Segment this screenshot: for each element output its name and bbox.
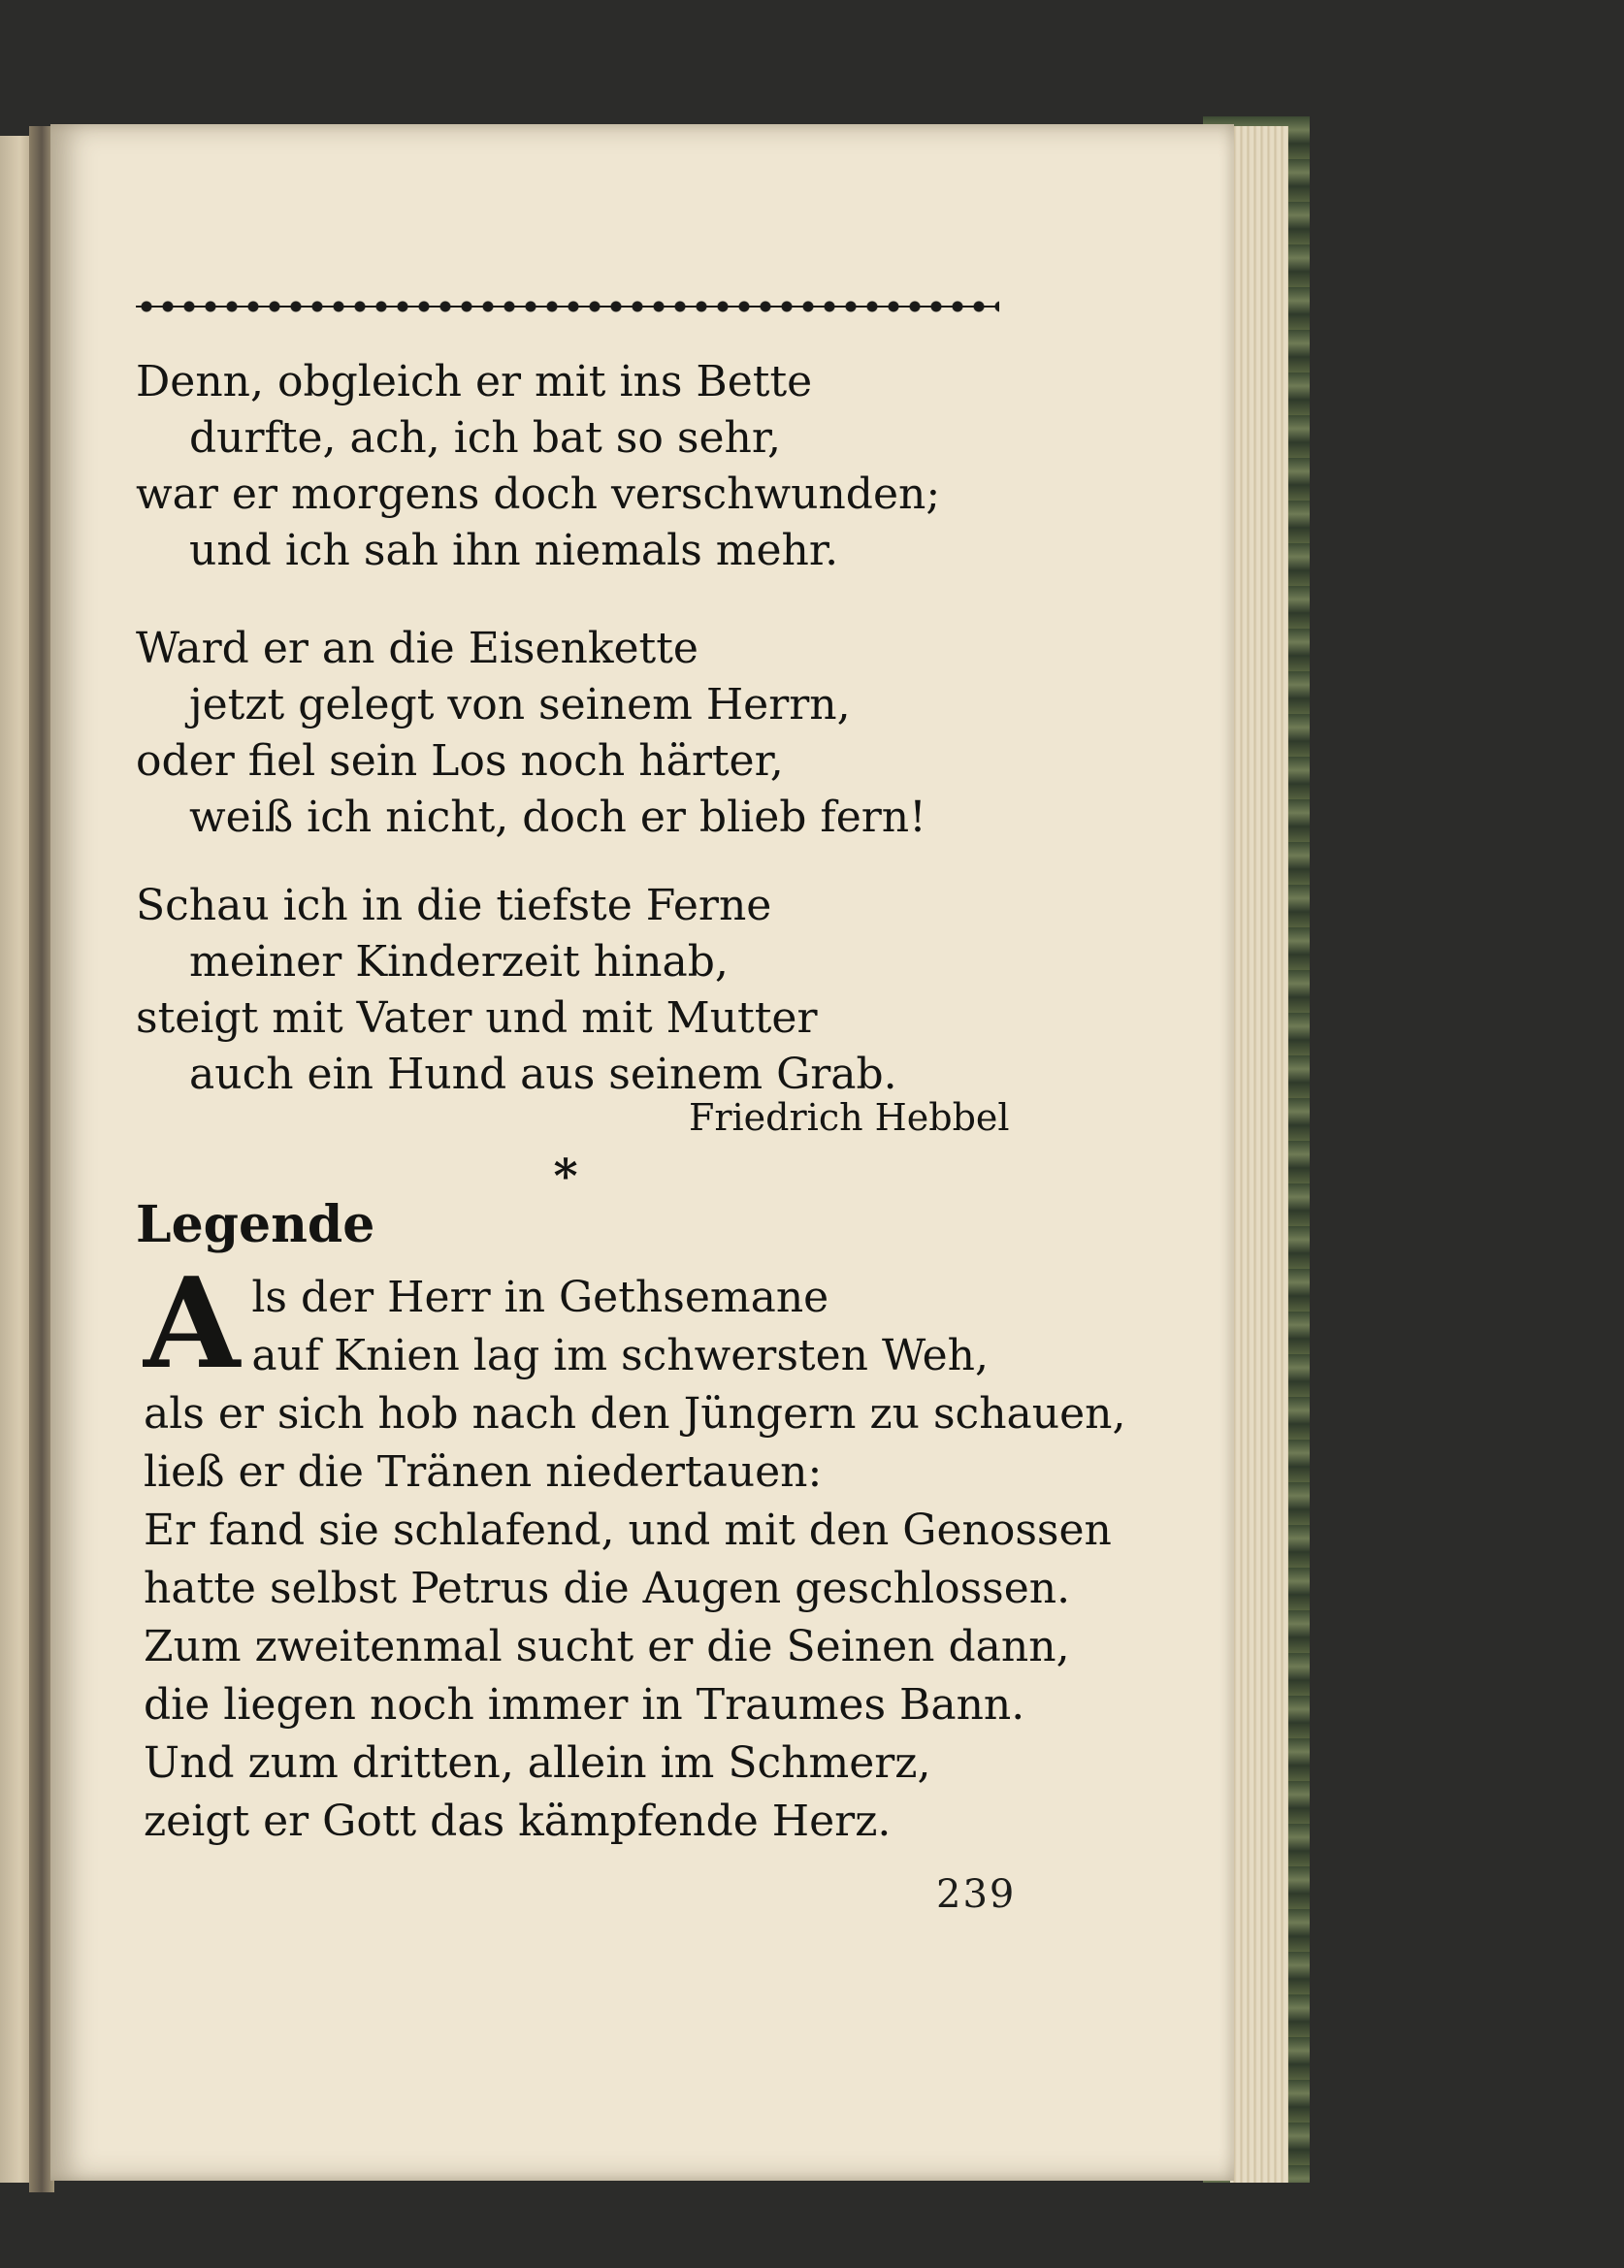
stanza [136, 621, 926, 846]
verse-line: meiner Kinderzeit hinab, [189, 937, 729, 987]
stanza [136, 878, 897, 1103]
page-number: 239 [936, 1872, 1017, 1917]
author-signature: Friedrich Hebbel [689, 1096, 1010, 1139]
verse-line: jetzt gelegt von seinem Herrn, [189, 680, 851, 729]
stanza [136, 354, 940, 579]
verse-line: und ich sah ihn niemals mehr. [189, 526, 839, 575]
verse-line: Schau ich in die tiefste Ferne [136, 881, 772, 930]
left-page-edge [0, 136, 33, 2183]
verse-line: ließ er die Tränen niedertauen: [144, 1447, 823, 1497]
verse-line: zeigt er Gott das kämpfende Herz. [144, 1797, 892, 1846]
verse-line: Ward er an die Eisenkette [136, 624, 698, 673]
verse-line: auch ein Hund aus seinem Grab. [189, 1050, 897, 1099]
poem-title: Legende [136, 1195, 375, 1254]
verse-line: als er sich hob nach den Jüngern zu schauen, [144, 1389, 1126, 1439]
drop-cap: A [144, 1251, 241, 1397]
poem-body [144, 1251, 1126, 1851]
verse-line: auf Knien lag im schwersten Weh, [251, 1331, 989, 1380]
verse-line: oder fiel sein Los noch härter, [136, 736, 784, 786]
page-edges [1230, 126, 1288, 2183]
verse-line: durfte, ach, ich bat so sehr, [189, 413, 782, 463]
verse-line: ls der Herr in Gethsemane [251, 1273, 829, 1322]
verse-line: weiß ich nicht, doch er blieb fern! [189, 793, 926, 842]
verse-line: Zum zweitenmal sucht er die Seinen dann, [144, 1622, 1070, 1671]
verse-line: war er morgens doch verschwunden; [136, 470, 941, 519]
verse-line: Und zum dritten, allein im Schmerz, [144, 1738, 931, 1788]
verse-line: die liegen noch immer in Traumes Bann. [144, 1680, 1025, 1730]
verse-line: steigt mit Vater und mit Mutter [136, 993, 818, 1043]
verse-line: hatte selbst Petrus die Augen geschlossen. [144, 1564, 1071, 1613]
ornament-rule [136, 296, 999, 317]
section-separator: * [553, 1150, 578, 1204]
verse-line: Er fand sie schlafend, und mit den Genossen [144, 1506, 1112, 1555]
verse-line: Denn, obgleich er mit ins Bette [136, 357, 813, 406]
